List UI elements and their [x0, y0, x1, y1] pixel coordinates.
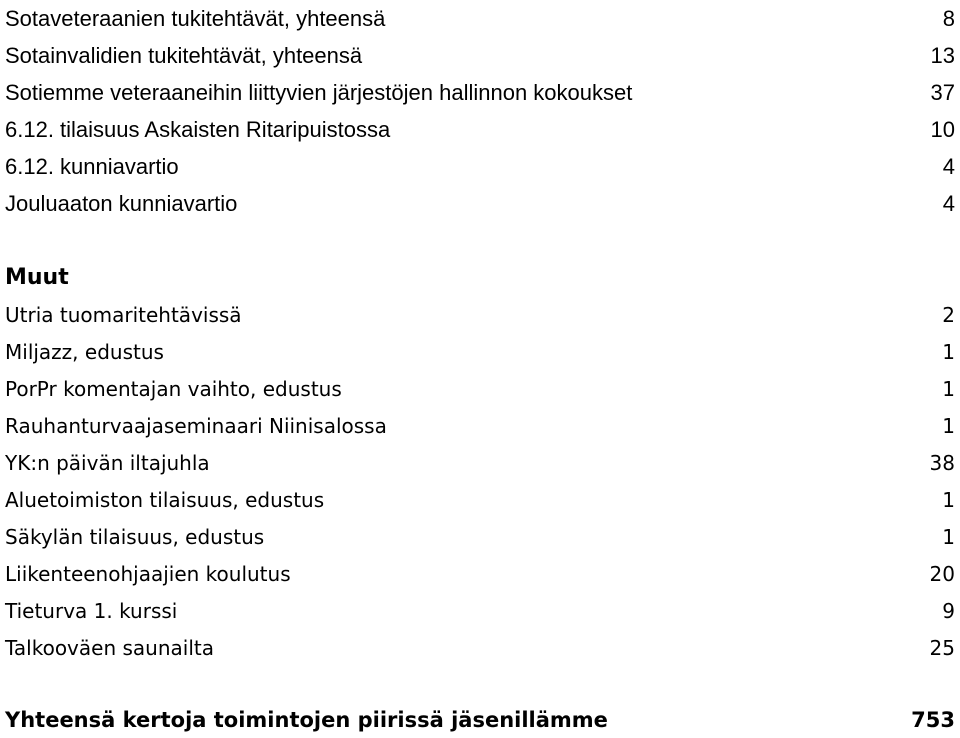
- row-value: 2: [942, 302, 955, 327]
- other-tasks-section: [5, 258, 955, 666]
- row-value: 4: [942, 190, 955, 216]
- row-label: 6.12. tilaisuus Askaisten Ritaripuistossa: [5, 116, 391, 142]
- row-value: 10: [930, 116, 955, 142]
- row-label: Jouluaaton kunniavartio: [5, 190, 238, 216]
- row-value: 9: [942, 598, 955, 623]
- row-label: PorPr komentajan vaihto, edustus: [5, 376, 342, 401]
- row-value: 1: [942, 339, 955, 364]
- total-value: 753: [911, 707, 955, 732]
- row-value: 1: [942, 524, 955, 549]
- row-label: Aluetoimiston tilaisuus, edustus: [5, 487, 325, 512]
- table-row: [5, 555, 955, 592]
- row-label: Liikenteenohjaajien koulutus: [5, 561, 291, 586]
- row-label: Talkooväen saunailta: [5, 635, 214, 660]
- row-value: 8: [942, 5, 955, 31]
- table-row: [5, 370, 955, 407]
- row-value: 37: [930, 79, 955, 105]
- row-value: 25: [929, 635, 955, 660]
- row-value: 4: [942, 153, 955, 179]
- table-row: [5, 444, 955, 481]
- row-label: Tieturva 1. kurssi: [5, 598, 178, 623]
- row-value: 38: [929, 450, 955, 475]
- table-row: [5, 111, 955, 148]
- row-value: 20: [929, 561, 955, 586]
- section-heading: Muut: [5, 264, 69, 290]
- table-row: [5, 629, 955, 666]
- table-row: [5, 0, 955, 37]
- total-label: Yhteensä kertoja toimintojen piirissä jäsenillämme: [5, 707, 608, 732]
- table-row: [5, 407, 955, 444]
- total-row: [5, 701, 955, 738]
- veteran-tasks-section: [5, 0, 955, 222]
- row-value: 1: [942, 413, 955, 438]
- table-row: [5, 592, 955, 629]
- section-spacer: [5, 666, 955, 701]
- document-body: [5, 0, 955, 738]
- row-value: 1: [942, 376, 955, 401]
- table-row: [5, 296, 955, 333]
- table-row: [5, 148, 955, 185]
- row-label: Sotiemme veteraaneihin liittyvien järjestöjen hallinnon kokoukset: [5, 79, 633, 105]
- table-row: [5, 74, 955, 111]
- row-value: 1: [942, 487, 955, 512]
- row-label: Utria tuomaritehtävissä: [5, 302, 242, 327]
- table-row: [5, 333, 955, 370]
- table-row: [5, 37, 955, 74]
- row-label: 6.12. kunniavartio: [5, 153, 179, 179]
- row-label: YK:n päivän iltajuhla: [5, 450, 210, 475]
- table-row: [5, 518, 955, 555]
- row-label: Sotainvalidien tukitehtävät, yhteensä: [5, 42, 363, 68]
- table-row: [5, 481, 955, 518]
- row-value: 13: [930, 42, 955, 68]
- section-spacer: [5, 222, 955, 258]
- row-label: Rauhanturvaajaseminaari Niinisalossa: [5, 413, 387, 438]
- row-label: Miljazz, edustus: [5, 339, 164, 364]
- row-label: Sotaveteraanien tukitehtävät, yhteensä: [5, 5, 386, 31]
- row-label: Säkylän tilaisuus, edustus: [5, 524, 265, 549]
- table-row: [5, 185, 955, 222]
